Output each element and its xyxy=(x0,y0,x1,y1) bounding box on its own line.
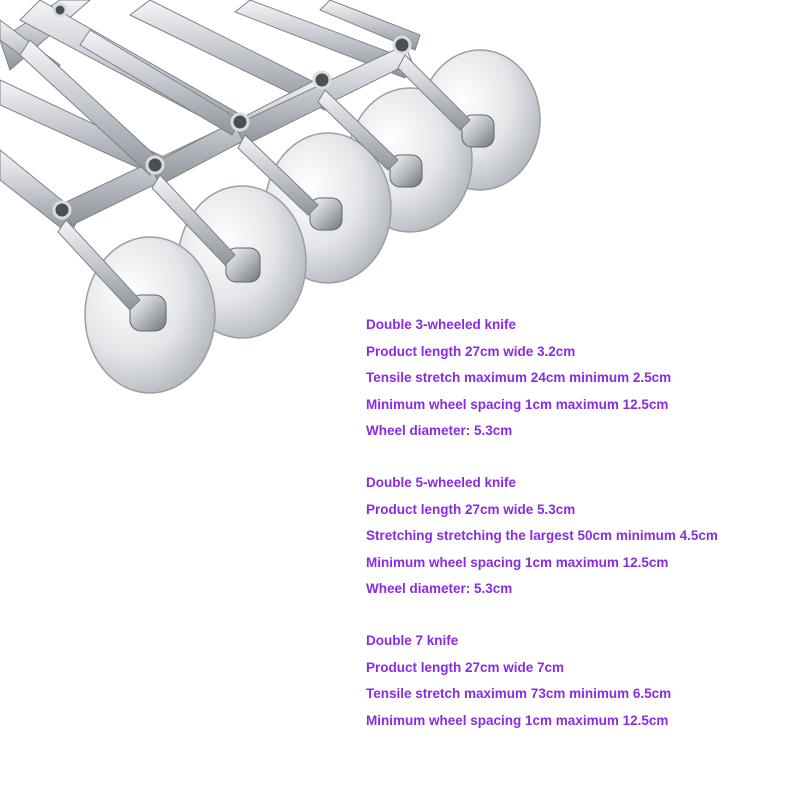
spec-line: Product length 27cm wide 5.3cm xyxy=(366,501,576,517)
spec-line: Stretching stretching the largest 50cm minimum 4.5cm xyxy=(366,528,718,543)
spec-line: Product length 27cm wide 3.2cm xyxy=(366,343,576,359)
spec-title: Double 5-wheeled knife xyxy=(366,475,517,490)
spec-line: Product length 27cm wide 7cm xyxy=(366,659,565,675)
spec-block-7-wheel xyxy=(366,628,671,734)
spec-title: Double 7 knife xyxy=(366,633,459,648)
spec-line: Minimum wheel spacing 1cm maximum 12.5cm xyxy=(366,554,669,570)
spec-line: Wheel diameter: 5.3cm xyxy=(366,423,513,438)
spec-line: Minimum wheel spacing 1cm maximum 12.5cm xyxy=(366,396,669,412)
spec-block-3-wheel xyxy=(366,312,671,445)
spec-line: Wheel diameter: 5.3cm xyxy=(366,581,513,596)
spec-line: Tensile stretch maximum 24cm minimum 2.5cm xyxy=(366,370,672,385)
spec-line: Minimum wheel spacing 1cm maximum 12.5cm xyxy=(366,712,669,728)
spec-line: Tensile stretch maximum 73cm minimum 6.5cm xyxy=(366,686,672,701)
spec-title: Double 3-wheeled knife xyxy=(366,317,517,332)
spec-block-5-wheel xyxy=(366,470,718,603)
